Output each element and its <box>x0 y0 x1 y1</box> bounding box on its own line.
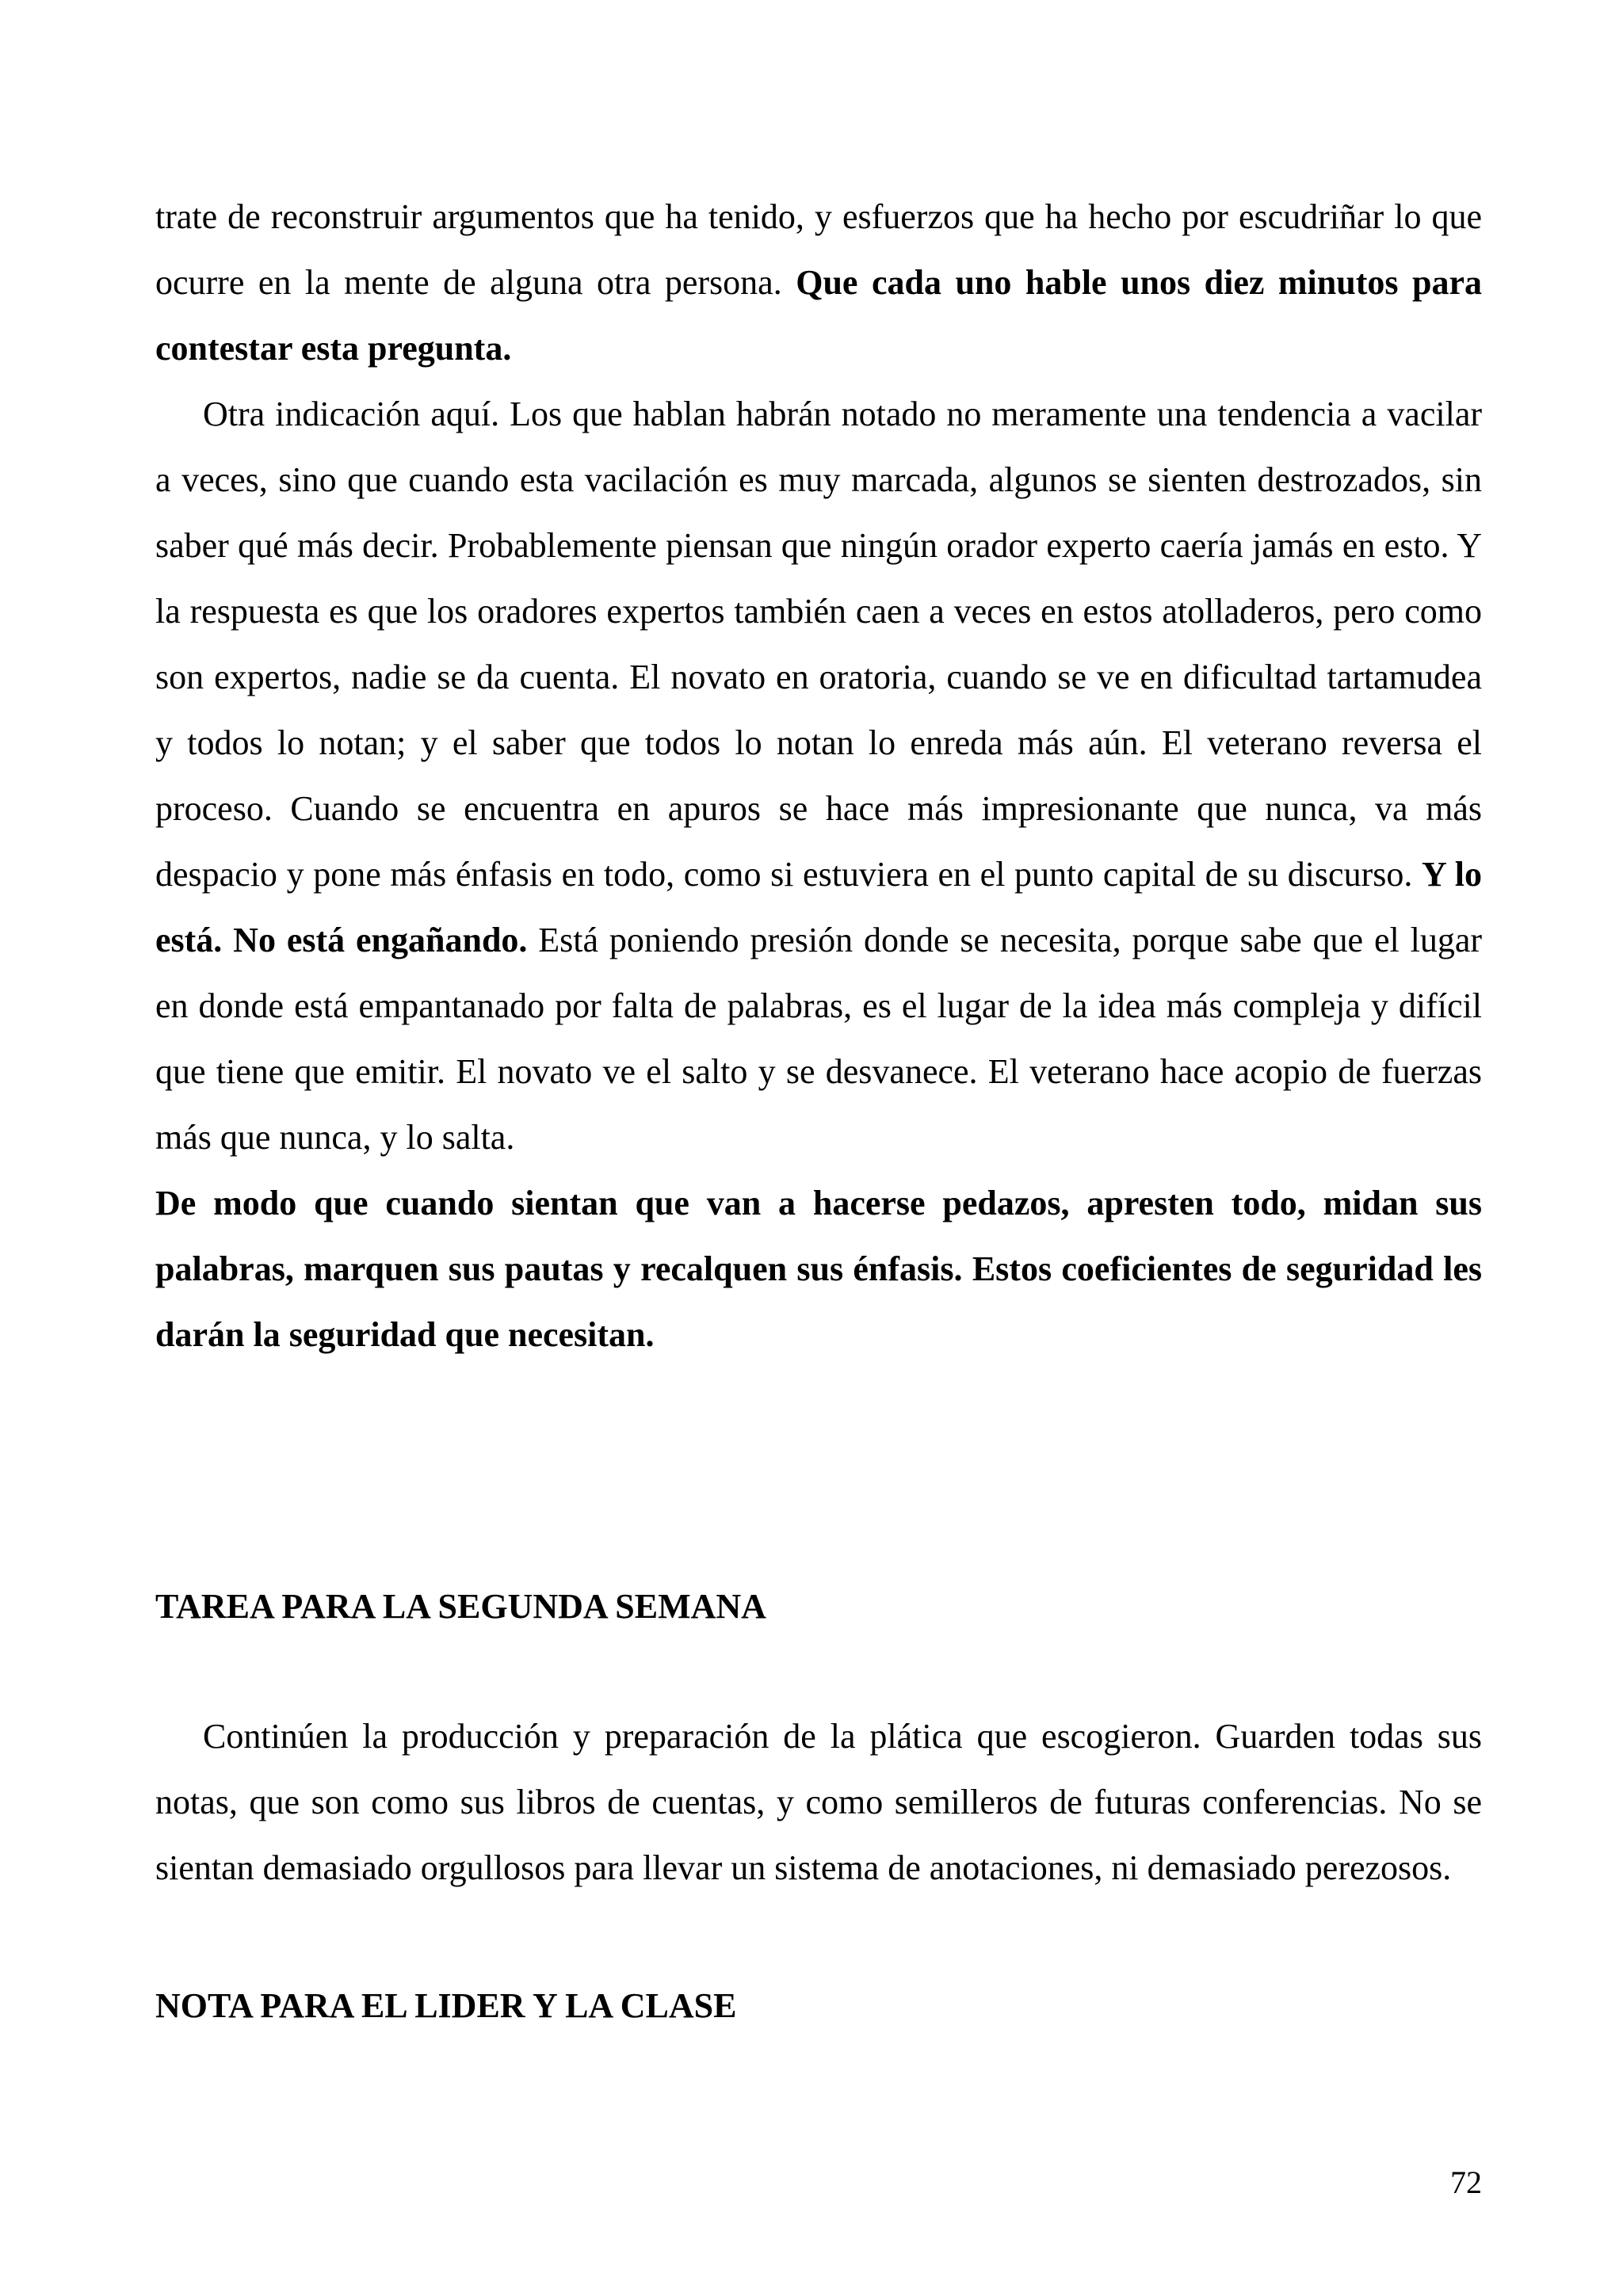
bold-text-run: Y lo está. No está engañando. <box>155 855 1482 959</box>
tarea-text-block <box>155 1703 1482 1901</box>
body-text-block <box>155 184 1482 1367</box>
text-run: Continúen la producción y preparación de la plática que escogieron. Guarden todas sus notas, que son como sus libros de cuentas, y como semilleros de futuras conferencias. No se sientan demasiado orgullosos para llevar un sistema de anotaciones, ni demasiado perezosos. <box>155 1717 1482 1887</box>
page-number: 72 <box>1450 2164 1482 2200</box>
heading-tarea: TAREA PARA LA SEGUNDA SEMANA <box>155 1587 766 1626</box>
text-run: Otra indicación aquí. Los que hablan habrán notado no meramente una tendencia a vacilar a veces, sino que cuando esta vacilación es muy marcada, algunos se sienten destrozados, sin saber qué más decir. Probablemente piensan que ningún orador experto caería jamás en esto. Y la respuesta es que los oradores expertos también caen a veces en estos atolladeros, pero como son expertos, nadie se da cuenta. El novato en oratoria, cuando se ve en dificultad tartamudea y todos lo notan; y el saber que todos lo notan lo enreda más aún. El veterano reversa el proceso. Cuando se encuentra en apuros se hace más impresionante que nunca, va más despacio y pone más énfasis en todo, como si estuviera en el punto capital de su discurso. <box>155 395 1482 894</box>
text-run: Está poniendo presión donde se necesita, porque sabe que el lugar en donde está empantanado por falta de palabras, es el lugar de la idea más compleja y difícil que tiene que emitir. El novato ve el salto y se desvanece. El veterano hace acopio de fuerzas más que nunca, y lo salta. <box>155 921 1482 1157</box>
heading-nota: NOTA PARA EL LIDER Y LA CLASE <box>155 1986 737 2025</box>
paragraph-otra-indicacion <box>155 381 1482 1170</box>
bold-text-run: Que cada uno hable unos diez minutos para contestar esta pregunta. <box>155 263 1482 368</box>
text-run: trate de reconstruir argumentos que ha tenido, y esfuerzos que ha hecho por escudriñar lo que ocurre en la mente de alguna otra persona. <box>155 197 1482 302</box>
paragraph-intro <box>155 184 1482 381</box>
bold-text-run: De modo que cuando sientan que van a hacerse pedazos, apresten todo, midan sus palabras, marquen sus pautas y recalquen sus énfasis. Estos coeficientes de seguridad les darán la seguridad que necesitan. <box>155 1184 1482 1354</box>
paragraph-continuen <box>155 1703 1482 1901</box>
paragraph-de-modo <box>155 1170 1482 1367</box>
